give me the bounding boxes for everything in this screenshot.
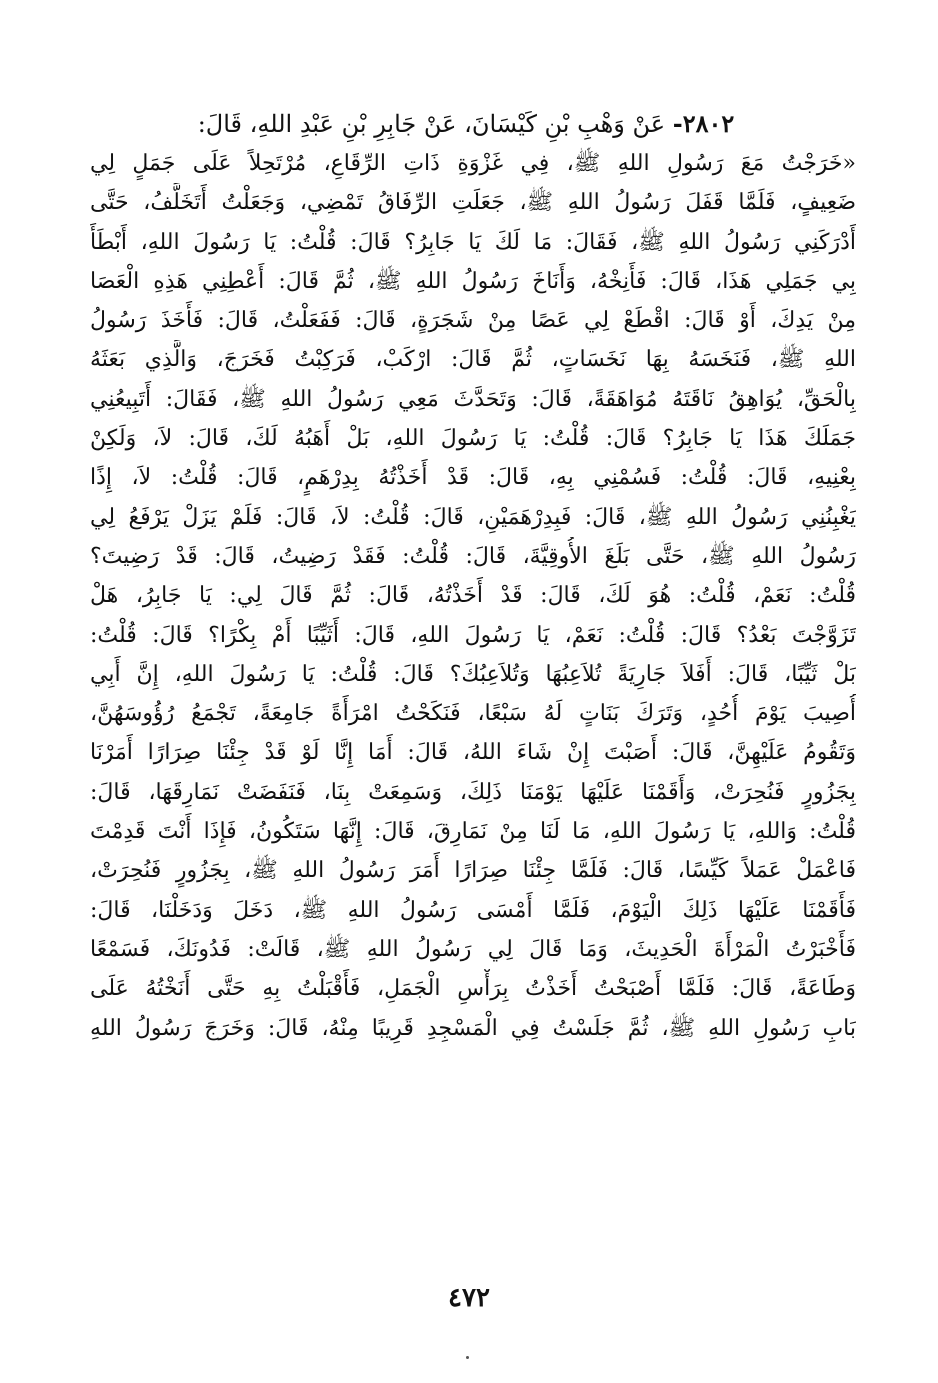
text-line: رَسُولُ اللهِ ﷺ، حَتَّى بَلَغَ الأُوقِيَّةَ، قَالَ: قُلْتُ: فَقَدْ رَضِيتُ، قَالَ: قَدْ رَضِيتَ؟ xyxy=(90,543,856,569)
text-line: جَمَلَكَ هَذَا يَا جَابِرُ؟ قَالَ: قُلْتُ: يَا رَسُولَ اللهِ، بَلْ أَهَبُهُ لَكَ، قَالَ: لاَ، وَلَكِنْ xyxy=(90,426,856,452)
hadith-text-block xyxy=(90,104,856,1048)
text-line: بِالْحَقِّ، يُوَاهِقُ نَاقَتَهُ مُوَاهَقَةً، قَالَ: وَتَحَدَّثَ مَعِي رَسُولُ اللهِ ﷺ، فَقَالَ: أَتَبِيعُنِي xyxy=(90,386,856,412)
text-line: فَأَخْبَرْتُ الْمَرْأَةَ الْحَدِيثَ، وَمَا قَالَ لِي رَسُولُ اللهِ ﷺ، قَالَتْ: فَدُونَكَ، فَسَمْعًا xyxy=(90,936,856,962)
text-line: يَغْبِنُنِي رَسُولُ اللهِ ﷺ، قَالَ: فَبِدِرْهَمَيْنِ، قَالَ: قُلْتُ: لاَ، قَالَ: فَلَمْ يَزَلْ يَرْفَعُ لِي xyxy=(90,504,856,530)
text-line: بِي جَمَلِي هَذَا، قَالَ: فَأَنِخْهُ، وَأَنَاخَ رَسُولُ اللهِ ﷺ، ثُمَّ قَالَ: أَعْطِنِي هَذِهِ الْعَصَا xyxy=(90,268,856,294)
text-line: أُصِيبَ يَوْمَ أُحُدٍ، وَتَرَكَ بَنَاتٍ لَهُ سَبْعًا، فَنَكَحْتُ امْرَأَةً جَامِعَةً، تَجْمَعُ رُؤُوسَهُنَّ، xyxy=(90,701,856,727)
text-line: قُلْتُ: وَاللهِ، يَا رَسُولَ اللهِ، مَا لَنَا مِنْ نَمَارِقَ، قَالَ: إِنَّهَا سَتَكُونُ، فَإِذَا أَنْتَ قَدِمْتَ xyxy=(90,819,856,845)
hadith-number: ٢٨٠٢- xyxy=(672,109,735,138)
text-line: وَتَقُومُ عَلَيْهِنَّ، قَالَ: أَصَبْتَ إِنْ شَاءَ اللهُ، قَالَ: أَمَا إِنَّا لَوْ قَدْ جِئْنَا صِرَارًا أَمَرْنَا xyxy=(90,740,856,766)
text-line: وَطَاعَةً، قَالَ: فَلَمَّا أَصْبَحْتُ أَخَذْتُ بِرَأْسِ الْجَمَلِ، فَأَقْبَلْتُ بِهِ حَتَّى أَنَخْتُهُ عَلَى xyxy=(90,976,856,1002)
text-line: بِعْنِيهِ، قَالَ: قُلْتُ: فَسُمْنِي بِهِ، قَالَ: قَدْ أَخَذْتُهُ بِدِرْهَمٍ، قَالَ: قُلْتُ: لاَ، إِذًا xyxy=(90,465,856,491)
text-line: بِجَزُورٍ فَنُحِرَتْ، وَأَقَمْنَا عَلَيْهَا يَوْمَنَا ذَلِكَ، وَسَمِعَتْ بِنَا، فَنَفَضَتْ نَمَارِقَهَا، قَالَ: xyxy=(90,779,856,805)
text-line: اللهِ ﷺ، فَنَخَسَهُ بِهَا نَخَسَاتٍ، ثُمَّ قَالَ: ارْكَبْ، فَرَكِبْتُ فَخَرَجَ، وَالَّذِي بَعَثَهُ xyxy=(90,347,856,373)
text-line: بَلْ ثَيِّبًا، قَالَ: أَفَلاَ جَارِيَةً تُلاَعِبُهَا وَتُلاَعِبُكَ؟ قَالَ: قُلْتُ: يَا رَسُولَ اللهِ، إِنَّ أَبِي xyxy=(90,661,856,687)
text-line: قُلْتُ: نَعَمْ، قُلْتُ: هُوَ لَكَ، قَالَ: قَدْ أَخَذْتُهُ، قَالَ: ثُمَّ قَالَ لِي: يَا جَابِرُ، هَلْ xyxy=(90,583,856,609)
text-line: «خَرَجْتُ مَعَ رَسُولِ اللهِ ﷺ، فِي غَزْوَةِ ذَاتِ الرِّقَاعِ، مُرْتَحِلاً عَلَى جَمَلٍ لِي xyxy=(90,151,856,176)
text-line: ضَعِيفٍ، فَلَمَّا قَفَلَ رَسُولُ اللهِ ﷺ، جَعَلَتِ الرِّفَاقُ تَمْضِي، وَجَعَلْتُ أَتَخَلَّفُ، حَتَّى xyxy=(90,190,856,216)
hadith-body xyxy=(90,144,856,1048)
print-speck xyxy=(466,1356,469,1359)
hadith-header xyxy=(90,104,856,144)
text-line: تَزَوَّجْتَ بَعْدُ؟ قَالَ: قُلْتُ: نَعَمْ، يَا رَسُولَ اللهِ، قَالَ: أَثَيِّبًا أَمْ بِكْرًا؟ قَالَ: قُلْتُ: xyxy=(90,622,856,648)
text-line: فَأَقَمْنَا عَلَيْهَا ذَلِكَ الْيَوْمَ، فَلَمَّا أَمْسَى رَسُولُ اللهِ ﷺ، دَخَلَ وَدَخَلْنَا، قَالَ: xyxy=(90,897,856,923)
text-line: أَدْرَكَنِي رَسُولُ اللهِ ﷺ، فَقَالَ: مَا لَكَ يَا جَابِرُ؟ قَالَ: قُلْتُ: يَا رَسُولَ اللهِ، أَبْطَأَ xyxy=(90,229,856,255)
text-line: بَابِ رَسُولِ اللهِ ﷺ، ثُمَّ جَلَسْتُ فِي الْمَسْجِدِ قَرِيبًا مِنْهُ، قَالَ: وَخَرَجَ رَسُولُ اللهِ xyxy=(90,1015,856,1041)
text-line: فَاعْمَلْ عَمَلاً كَيِّسًا، قَالَ: فَلَمَّا جِئْنَا صِرَارًا أَمَرَ رَسُولُ اللهِ ﷺ، بِجَزُورٍ فَنُحِرَتْ، xyxy=(90,858,856,884)
page-number: ٤٧٢ xyxy=(448,1283,490,1313)
hadith-isnad: عَنْ وَهْبِ بْنِ كَيْسَانَ، عَنْ جَابِرِ بْنِ عَبْدِ اللهِ، قَالَ: xyxy=(197,110,666,138)
text-line: مِنْ يَدِكَ، أَوْ قَالَ: اقْطَعْ لِي عَصًا مِنْ شَجَرَةٍ، قَالَ: فَفَعَلْتُ، قَالَ: فَأَخَذَ رَسُولُ xyxy=(90,308,856,334)
